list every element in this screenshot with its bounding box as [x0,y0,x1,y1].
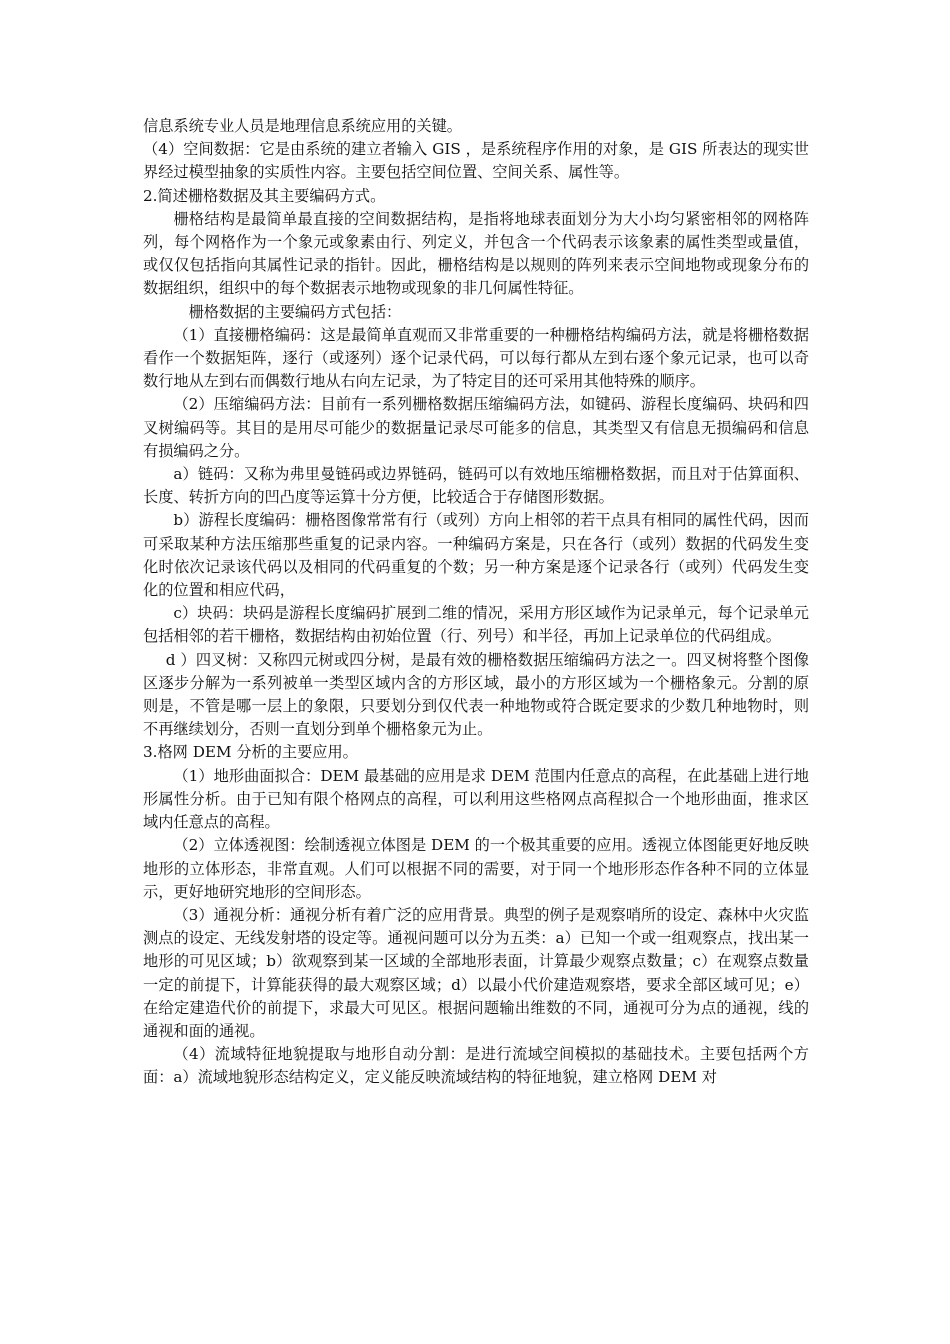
question-heading-3: 3.格网 DEM 分析的主要应用。 [143,743,358,762]
paragraph-quadtree: d ）四叉树：又称四元树或四分树，是最有效的栅格数据压缩编码方法之一。四叉树将整个图像区逐步分解为一系列被单一类型区域内含的方形区域，最小的方形区域为一个栅格象元。分割的原则是，不管是哪一层上的象限，只要划分到仅代表一种地物或符合既定要求的少数几种地物时，则不再继续划分，否则一直划分到单个栅格象元为止。 [143,650,809,739]
paragraph-encoding-intro: 栅格数据的主要编码方式包括： [188,302,402,321]
paragraph-watershed: （4）流域特征地貌提取与地形自动分割：是进行流域空间模拟的基础技术。主要包括两个方面：a）流域地貌形态结构定义，定义能反映流域结构的特征地貌，建立格网 DEM 对 [143,1045,809,1087]
paragraph-spatial-data: （4）空间数据：它是由系统的建立者输入 GIS ，是系统程序作用的对象，是 GIS 所表达的现实世界经过模型抽象的实质性内容。主要包括空间位置、空间关系、属性等。 [143,140,809,182]
paragraph-perspective-view: （2）立体透视图：绘制透视立体图是 DEM 的一个极其重要的应用。透视立体图能更好地反映地形的立体形态，非常直观。人们可以根据不同的需要，对于同一个地形形态作各种不同的立体显示，更好地研究地形的空间形态。 [143,836,809,901]
paragraph-visibility-analysis: （3）通视分析：通视分析有着广泛的应用背景。典型的例子是观察哨所的设定、森林中火灾监测点的设定、无线发射塔的设定等。通视问题可以分为五类：a）已知一个或一组观察点，找出某一地形的可见区域；b）欲观察到某一区域的全部地形表面，计算最少观察点数量；c）在观察点数量一定的前提下，计算能获得的最大观察区域；d）以最小代价建造观察塔，要求全部区域可见；e）在给定建造代价的前提下，求最大可见区。根据问题输出维数的不同，通视可分为点的通视，线的通视和面的通视。 [143,905,809,1040]
paragraph-raster-structure: 栅格结构是最简单最直接的空间数据结构，是指将地球表面划分为大小均匀紧密相邻的网格阵列，每个网格作为一个象元或象素由行、列定义，并包含一个代码表示该象素的属性类型或量值，或仅仅包括指向其属性记录的指针。因此，栅格结构是以规则的阵列来表示空间地物或现象分布的数据组织，组织中的每个数据表示地物或现象的非几何属性特征。 [143,209,809,298]
paragraph-run-length: b）游程长度编码：栅格图像常常有行（或列）方向上相邻的若干点具有相同的属性代码，因而可采取某种方法压缩那些重复的记录内容。一种编码方案是，只在各行（或列）数据的代码发生变化时依次记录该代码以及相同的代码重复的个数；另一种方案是逐个记录各行（或列）代码发生变化的位置和相应代码， [143,511,809,600]
paragraph-continuation: 信息系统专业人员是地理信息系统应用的关键。 [143,117,462,135]
paragraph-surface-fitting: （1）地形曲面拟合：DEM 最基础的应用是求 DEM 范围内任意点的高程，在此基础上进行地形属性分析。由于已知有限个格网点的高程，可以利用这些格网点高程拟合一个地形曲面，推求区域内任意点的高程。 [143,766,809,832]
paragraph-compression-encoding: （2）压缩编码方法：目前有一系列栅格数据压缩编码方法，如键码、游程长度编码、块码和四叉树编码等。其目的是用尽可能少的数据量记录尽可能多的信息，其类型又有信息无损编码和信息有损编码之分。 [143,395,809,460]
document-body [143,115,809,1090]
question-heading-2: 2.简述栅格数据及其主要编码方式。 [143,186,386,205]
paragraph-chain-code: a）链码：又称为弗里曼链码或边界链码，链码可以有效地压缩栅格数据，而且对于估算面积、长度、转折方向的凹凸度等运算十分方便，比较适合于存储图形数据。 [143,465,809,507]
paragraph-block-code: c）块码：块码是游程长度编码扩展到二维的情况，采用方形区域作为记录单元，每个记录单元包括相邻的若干栅格，数据结构由初始位置（行、列号）和半径，再加上记录单位的代码组成。 [143,604,809,646]
paragraph-direct-encoding: （1）直接栅格编码：这是最简单直观而又非常重要的一种栅格结构编码方法，就是将栅格数据看作一个数据矩阵，逐行（或逐列）逐个记录代码，可以每行都从左到右逐个象元记录，也可以奇数行地从左到右而偶数行地从右向左记录，为了特定目的还可采用其他特殊的顺序。 [143,325,809,391]
